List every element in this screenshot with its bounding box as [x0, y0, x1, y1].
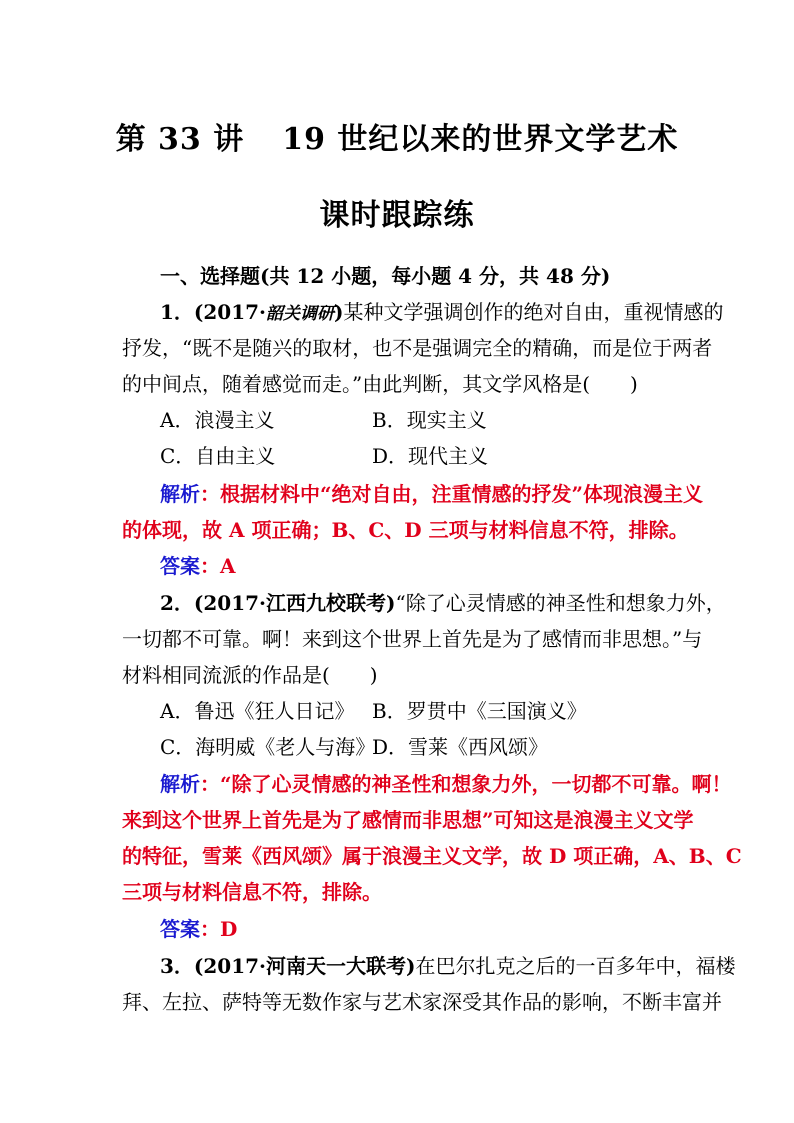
question-1-option-b: B．现实主义 [372, 408, 487, 432]
question-1-option-d: D．现代主义 [372, 444, 489, 468]
section-heading: 一、选择题(共 12 小题，每小题 4 分，共 48 分) [160, 264, 611, 288]
question-2-text: “除了心灵情感的神圣性和想象力外， [395, 591, 726, 615]
question-2-analysis-line-2: 来到这个世界上首先是为了感情而非思想”可知这是浪漫主义文学 [122, 808, 694, 832]
question-3-line-2: 拜、左拉、萨特等无数作家与艺术家深受其作品的影响，不断丰富并 [122, 990, 722, 1014]
question-1-analysis-text: ：根据材料中“绝对自由，注重情感的抒发”体现浪漫主义 [200, 482, 704, 506]
lesson-number: 第 33 讲 [115, 122, 245, 157]
question-1-option-c: C．自由主义 [160, 444, 276, 468]
question-1-number: 1． [160, 300, 194, 324]
question-2-analysis-line-4: 三项与材料信息不符，排除。 [122, 880, 382, 904]
question-2-line-1 [160, 585, 726, 621]
question-2-line-3: 材料相同流派的作品是( ) [122, 663, 378, 687]
question-2-analysis-line-3: 的特征，雪莱《西风颂》属于浪漫主义文学，故 D 项正确，A、B、C [122, 844, 742, 868]
question-1-answer [160, 548, 678, 584]
question-1-source-name: 韶关调研 [266, 304, 335, 324]
question-2-source: (2017·江西九校联考) [193, 591, 396, 615]
question-1-line-1 [160, 294, 724, 332]
lesson-title [0, 114, 794, 158]
question-1-source-close: ) [334, 300, 344, 324]
question-3-number: 3． [160, 954, 194, 978]
question-2-answer [160, 911, 678, 947]
question-1-text: 某种文学强调创作的绝对自由，重视情感的 [343, 300, 724, 324]
question-3-text: 在巴尔扎克之后的一百多年中，福楼 [415, 954, 736, 978]
question-2-options-row-1 [160, 693, 678, 729]
question-3-source: (2017·河南天一大联考) [193, 954, 416, 978]
question-1-analysis-line-2: 的体现，故 A 项正确；B、C、D 三项与材料信息不符，排除。 [122, 518, 689, 542]
question-2-line-2: 一切都不可靠。啊！来到这个世界上首先是为了感情而非思想。”与 [122, 627, 703, 651]
question-2-analysis-text: ：“除了心灵情感的神圣性和想象力外，一切都不可靠。啊！ [200, 772, 732, 796]
question-1-options-row-1 [160, 402, 678, 438]
question-2-option-d: D．雪莱《西风颂》 [372, 735, 549, 759]
question-2-answer-label: 答案 [160, 917, 200, 941]
question-2-answer-value: ：D [200, 917, 238, 941]
question-1-source-open: (2017· [193, 300, 267, 324]
question-1-answer-value: ：A [200, 554, 236, 578]
question-1-option-a: A．浪漫主义 [160, 408, 275, 432]
question-2-option-c: C．海明威《老人与海》 [160, 735, 376, 759]
lesson-topic: 19 世纪以来的世界文学艺术 [282, 122, 679, 157]
question-1-line-3: 的中间点，随着感觉而走。”由此判断，其文学风格是( ) [122, 372, 638, 396]
question-1-line-2: 抒发，“既不是随兴的取材，也不是强调完全的精确，而是位于两者 [122, 336, 713, 360]
question-2-number: 2． [160, 591, 194, 615]
question-1-options-row-2 [160, 438, 678, 474]
question-1-analysis-line-1 [160, 476, 704, 512]
question-2-options-row-2 [160, 729, 678, 765]
question-1-analysis-label: 解析 [160, 482, 200, 506]
lesson-subtitle: 课时跟踪练 [319, 198, 475, 233]
question-3-line-1 [160, 948, 736, 984]
question-2-option-b: B．罗贯中《三国演义》 [372, 699, 587, 723]
question-2-option-a: A．鲁迅《狂人日记》 [160, 699, 355, 723]
question-2-analysis-line-1 [160, 766, 732, 802]
question-2-analysis-label: 解析 [160, 772, 200, 796]
question-1-answer-label: 答案 [160, 554, 200, 578]
